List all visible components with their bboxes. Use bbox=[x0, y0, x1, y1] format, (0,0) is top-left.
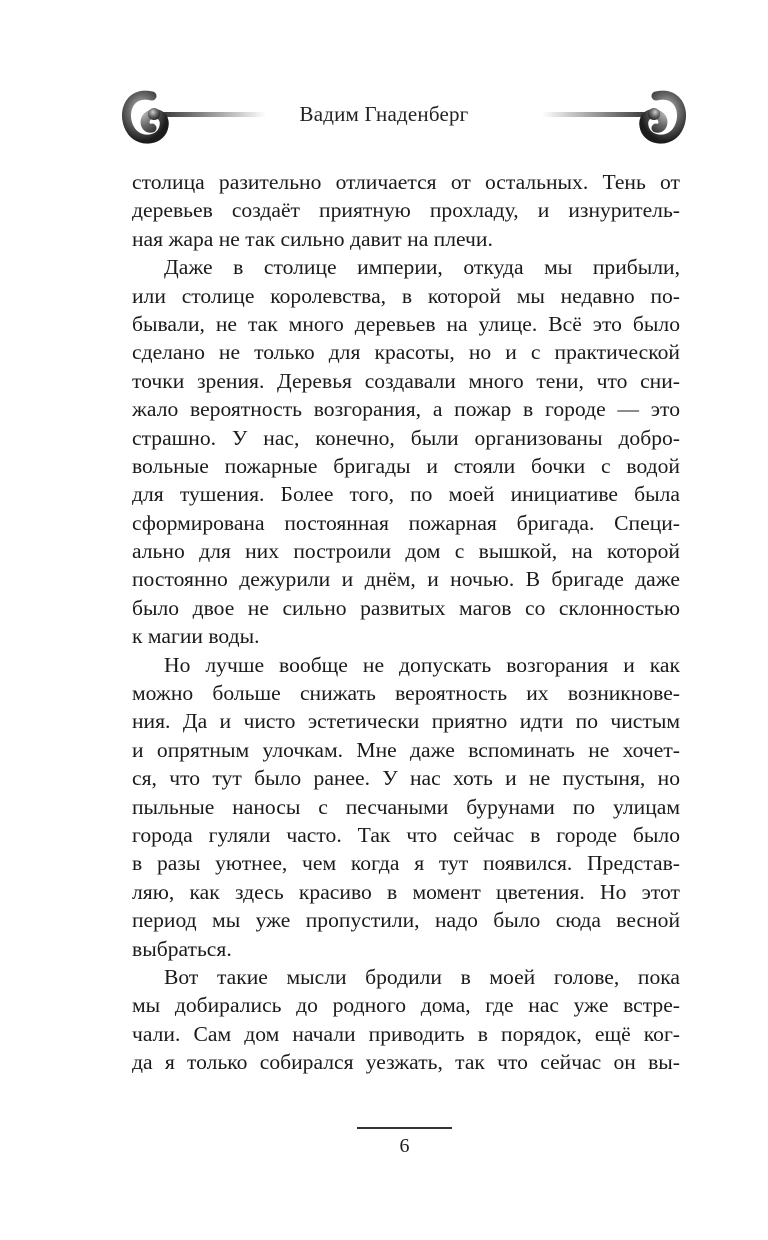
text-line: ния. Да и чисто эстетически приятно идти по чистым bbox=[132, 709, 680, 734]
book-author: Вадим Гнаденберг bbox=[299, 102, 469, 126]
text-line: постоянно дежурили и днём, и ночью. В бригаде даже bbox=[132, 567, 680, 592]
text-line: пыльные наносы с песчаными бурунами по улицам bbox=[132, 794, 680, 819]
text-line: к магии воды. bbox=[132, 624, 260, 649]
text-line: для тушения. Более того, по моей инициативе была bbox=[132, 482, 680, 507]
text-line: вольные пожарные бригады и стояли бочки с водой bbox=[132, 453, 680, 478]
text-line: сделано не только для красоты, но и с практической bbox=[132, 340, 680, 365]
text-line: ально для них построили дом с вышкой, на которой bbox=[132, 539, 680, 564]
text-line: сформирована постоянная пожарная бригада. Специ- bbox=[132, 510, 680, 535]
text-line: было двое не сильно развитых магов со склонностью bbox=[132, 595, 680, 620]
scroll-ornament-right-icon bbox=[540, 86, 690, 146]
text-line: или столице королевства, в которой мы недавно по- bbox=[132, 283, 680, 308]
text-line: деревьев создаёт приятную прохладу, и изнуритель- bbox=[132, 198, 680, 223]
text-line: ся, что тут было ранее. У нас хоть и не пустыня, но bbox=[132, 766, 680, 791]
text-line: период мы уже пропустили, надо было сюда весной bbox=[132, 908, 680, 933]
paragraph-first-line: Даже в столице империи, откуда мы прибыли, bbox=[164, 255, 680, 280]
text-line: мы добирались до родного дома, где нас уже встре- bbox=[132, 993, 680, 1018]
text-line: в разы уютнее, чем когда я тут появился. Представ- bbox=[132, 851, 680, 876]
text-line: столица разительно отличается от остальных. Тень от bbox=[132, 170, 680, 194]
text-line: ляю, как здесь красиво в момент цветения. Но этот bbox=[132, 879, 680, 904]
text-line: чали. Сам дом начали приводить в порядок, ещё ког- bbox=[132, 1021, 680, 1046]
text-line: бывали, не так много деревьев на улице. Всё это было bbox=[132, 311, 680, 336]
text-line: города гуляли часто. Так что сейчас в городе было bbox=[132, 822, 680, 847]
text-line: страшно. У нас, конечно, были организованы добро- bbox=[132, 425, 680, 450]
text-line: выбраться. bbox=[132, 936, 232, 961]
text-line: жало вероятность возгорания, а пожар в городе — это bbox=[132, 397, 680, 422]
text-line: точки зрения. Деревья создавали много тени, что сни- bbox=[132, 368, 680, 393]
text-line: можно больше снижать вероятность их возникнове- bbox=[132, 681, 680, 706]
running-head bbox=[0, 86, 768, 146]
text-line: ная жара не так сильно давит на плечи. bbox=[132, 226, 493, 251]
page-number: 6 bbox=[399, 1135, 410, 1157]
body-text bbox=[132, 168, 680, 1077]
paragraph-first-line: Но лучше вообще не допускать возгорания и как bbox=[164, 652, 680, 677]
footer-divider bbox=[357, 1127, 452, 1129]
text-line: и опрятным улочкам. Мне даже вспоминать не хочет- bbox=[132, 737, 680, 762]
text-line: да я только собирался уезжать, так что сейчас он вы- bbox=[132, 1050, 680, 1075]
paragraph-first-line: Вот такие мысли бродили в моей голове, пока bbox=[164, 964, 680, 989]
